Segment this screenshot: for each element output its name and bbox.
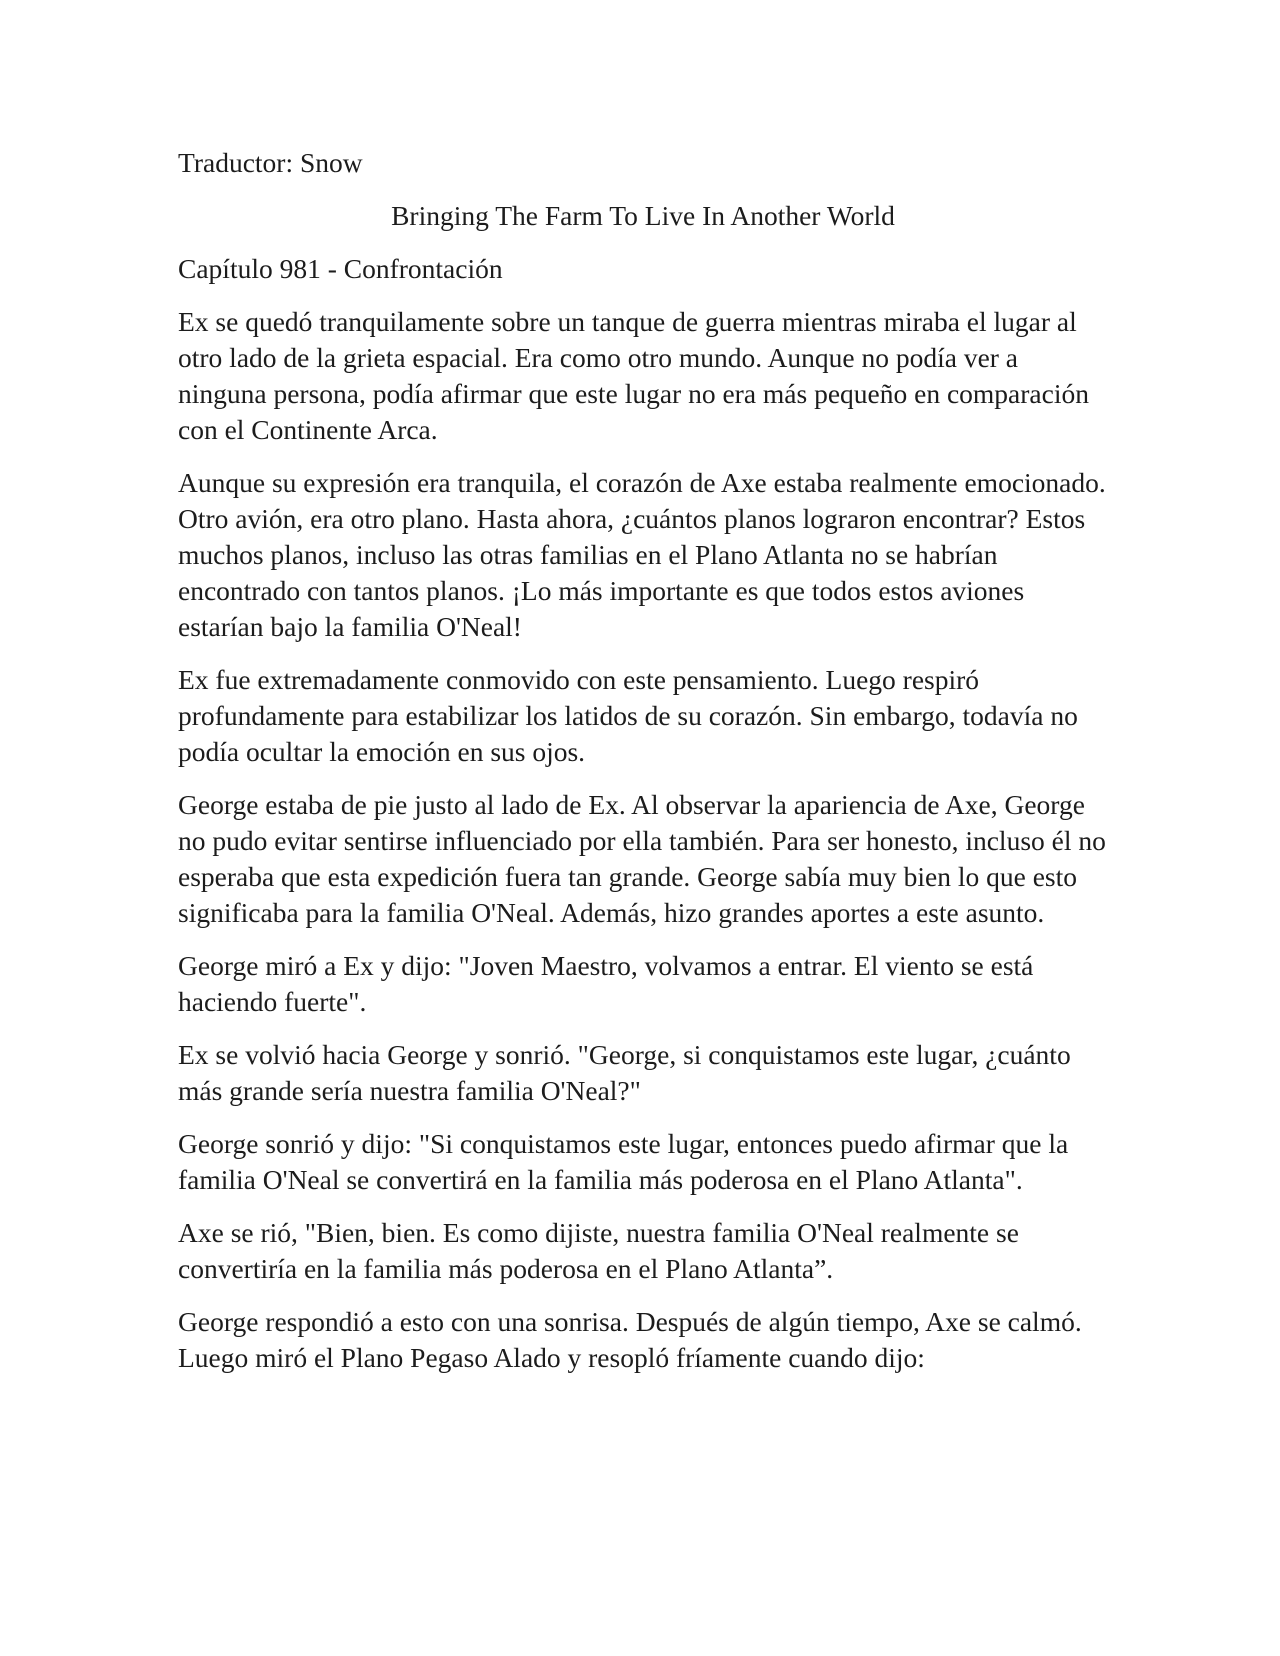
paragraph: Aunque su expresión era tranquila, el corazón de Axe estaba realmente emocionado. Otro avión, era otro plano. Hasta ahora, ¿cuántos planos lograron encontrar? Estos muchos planos, incluso las otras familias en el Plano Atlanta no se habrían encontrado con tantos planos. ¡Lo más importante es que todos estos aviones estarían bajo la familia O'Neal! [178,467,1106,642]
paragraph: Ex se quedó tranquilamente sobre un tanque de guerra mientras miraba el lugar al otro lado de la grieta espacial. Era como otro mundo. Aunque no podía ver a ninguna persona, podía afirmar que este lugar no era más pequeño en comparación con el Continente Arca. [178,306,1089,445]
document-page [178,145,1108,1393]
book-title: Bringing The Farm To Live In Another World [391,200,895,231]
paragraph: Ex fue extremadamente conmovido con este pensamiento. Luego respiró profundamente para estabilizar los latidos de su corazón. Sin embargo, todavía no podía ocultar la emoción en sus ojos. [178,664,1078,767]
paragraph: George respondió a esto con una sonrisa. Después de algún tiempo, Axe se calmó. Luego miró el Plano Pegaso Alado y resopló fríamente cuando dijo: [178,1306,1082,1373]
paragraph: George estaba de pie justo al lado de Ex. Al observar la apariencia de Axe, George no pudo evitar sentirse influenciado por ella también. Para ser honesto, incluso él no esperaba que esta expedición fuera tan grande. George sabía muy bien lo que esto significaba para la familia O'Neal. Además, hizo grandes aportes a este asunto. [178,789,1106,928]
chapter-heading: Capítulo 981 - Confrontación [178,253,503,284]
paragraph: Ex se volvió hacia George y sonrió. "George, si conquistamos este lugar, ¿cuánto más grande sería nuestra familia O'Neal?" [178,1039,1071,1106]
paragraph: George sonrió y dijo: "Si conquistamos este lugar, entonces puedo afirmar que la familia O'Neal se convertirá en la familia más poderosa en el Plano Atlanta". [178,1128,1069,1195]
paragraph: Axe se rió, "Bien, bien. Es como dijiste, nuestra familia O'Neal realmente se convertiría en la familia más poderosa en el Plano Atlanta”. [178,1217,1019,1284]
paragraph: George miró a Ex y dijo: "Joven Maestro, volvamos a entrar. El viento se está haciendo fuerte". [178,950,1034,1017]
translator-credit: Traductor: Snow [178,147,363,178]
